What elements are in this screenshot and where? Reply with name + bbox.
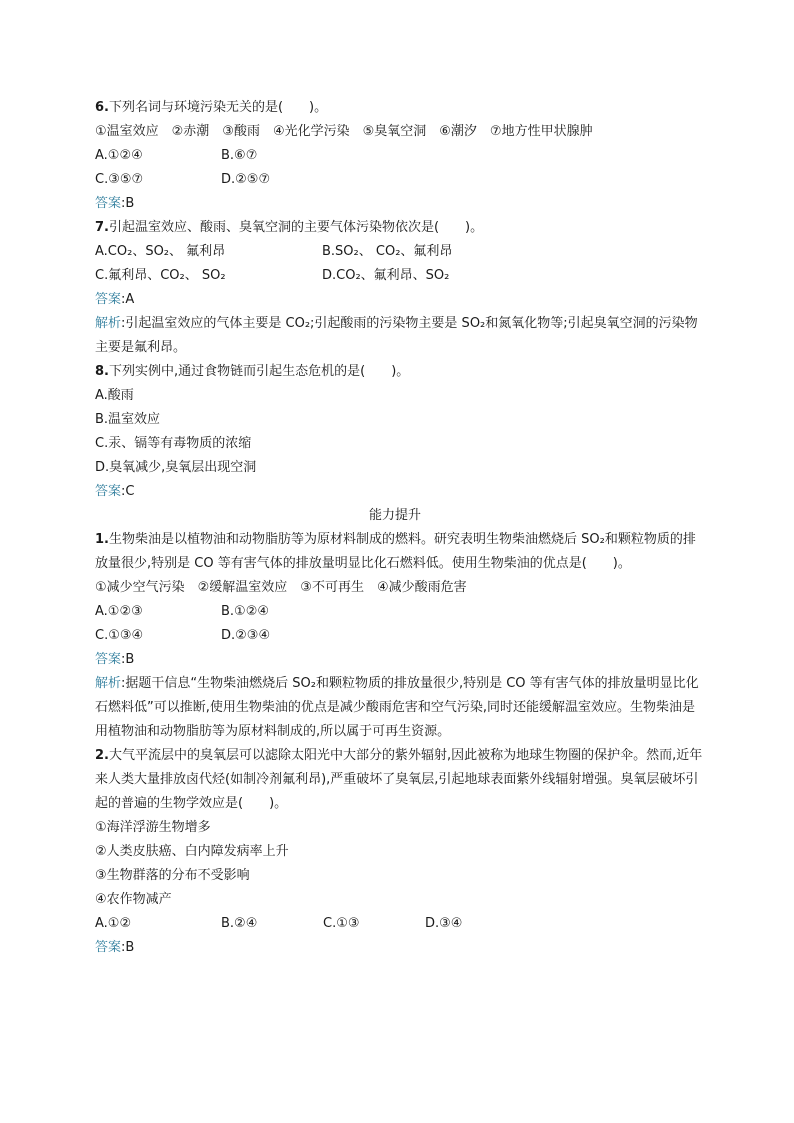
question-stem: 引起温室效应、酸雨、臭氧空洞的主要气体污染物依次是( )。	[108, 220, 484, 235]
question-items: ①温室效应 ②赤潮 ③酸雨 ④光化学污染 ⑤臭氧空洞 ⑥潮汐 ⑦地方性甲状腺肿	[95, 124, 593, 139]
analysis-label: 解析	[95, 316, 122, 331]
option-a: A.①②④	[95, 148, 143, 163]
options-row	[95, 912, 705, 936]
options-row	[95, 600, 705, 624]
question-p1	[95, 528, 705, 576]
analysis-label: 解析	[95, 676, 122, 691]
question-p2	[95, 744, 705, 816]
question-number: 8.	[95, 364, 109, 379]
question-stem: 生物柴油是以植物油和动物脂肪等为原材料制成的燃料。研究表明生物柴油燃烧后 SO₂和颗粒物质的排放量很少,特别是 CO 等有害气体的排放量明显比化石燃料低。使用生物柴油的优点是( )。	[95, 532, 696, 571]
option-b: B.SO₂、 CO₂、氟利昂	[322, 244, 453, 259]
answer-value: :C	[121, 484, 135, 499]
answer	[95, 192, 705, 216]
question-item: ④农作物减产	[95, 892, 172, 907]
options-row	[95, 144, 705, 168]
answer-value: :B	[121, 940, 135, 955]
answer-value: :B	[121, 652, 135, 667]
option-d: D.CO₂、氟利昂、SO₂	[322, 268, 450, 283]
options-row	[95, 240, 705, 264]
question-stem: 下列名词与环境污染无关的是( )。	[108, 100, 328, 115]
question-number: 2.	[95, 748, 109, 763]
answer	[95, 936, 705, 960]
option-d: D.③④	[425, 916, 463, 931]
question-stem: 下列实例中,通过食物链而引起生态危机的是( )。	[108, 364, 410, 379]
answer-label: 答案	[95, 292, 122, 307]
document-page	[95, 96, 705, 960]
question-8	[95, 360, 705, 384]
answer	[95, 480, 705, 504]
answer-value: :A	[121, 292, 135, 307]
answer-label: 答案	[95, 940, 122, 955]
option-c: C.①③④	[95, 628, 144, 643]
question-item: ①海洋浮游生物增多	[95, 820, 211, 835]
options-row	[95, 168, 705, 192]
question-number: 6.	[95, 100, 109, 115]
option-a: A.CO₂、SO₂、 氟利昂	[95, 244, 226, 259]
question-number: 7.	[95, 220, 109, 235]
section-title: 能力提升	[368, 508, 421, 523]
question-item: ②人类皮肤癌、白内障发病率上升	[95, 844, 289, 859]
option-a: A.①②③	[95, 604, 143, 619]
option-c: C.氟利昂、CO₂、 SO₂	[95, 268, 226, 283]
options-row	[95, 264, 705, 288]
option-d: D.臭氧减少,臭氧层出现空洞	[95, 460, 257, 475]
answer-value: :B	[121, 196, 135, 211]
analysis	[95, 312, 705, 360]
option-c: C.①③	[323, 916, 360, 931]
answer-label: 答案	[95, 196, 122, 211]
option-b: B.②④	[221, 916, 258, 931]
question-number: 1.	[95, 532, 109, 547]
answer-label: 答案	[95, 652, 122, 667]
question-7	[95, 216, 705, 240]
answer	[95, 648, 705, 672]
option-a: A.①②	[95, 916, 132, 931]
analysis-text: :据题干信息“生物柴油燃烧后 SO₂和颗粒物质的排放量很少,特别是 CO 等有害气体的排放量明显比化石燃料低”可以推断,使用生物柴油的优点是减少酸雨危害和空气污染,同时还能缓解温室效应。生物柴油是用植物油和动物脂肪等为原材料制成的,所以属于可再生资源。	[95, 676, 699, 739]
option-d: D.②⑤⑦	[221, 172, 271, 187]
answer-label: 答案	[95, 484, 122, 499]
options-row	[95, 624, 705, 648]
option-b: B.⑥⑦	[221, 148, 258, 163]
question-item: ③生物群落的分布不受影响	[95, 868, 250, 883]
answer	[95, 288, 705, 312]
analysis	[95, 672, 705, 744]
option-c: C.汞、镉等有毒物质的浓缩	[95, 436, 252, 451]
option-d: D.②③④	[221, 628, 271, 643]
question-items: ①减少空气污染 ②缓解温室效应 ③不可再生 ④减少酸雨危害	[95, 580, 467, 595]
question-stem: 大气平流层中的臭氧层可以滤除太阳光中大部分的紫外辐射,因此被称为地球生物圈的保护伞。然而,近年来人类大量排放卤代烃(如制冷剂氟利昂),严重破坏了臭氧层,引起地球表面紫外线辐射增强。臭氧层破坏引起的普遍的生物学效应是( )。	[95, 748, 703, 811]
option-a: A.酸雨	[95, 388, 134, 403]
option-c: C.③⑤⑦	[95, 172, 144, 187]
analysis-text: :引起温室效应的气体主要是 CO₂;引起酸雨的污染物主要是 SO₂和氮氧化物等;引起臭氧空洞的污染物主要是氟利昂。	[95, 316, 698, 355]
option-b: B.①②④	[221, 604, 270, 619]
option-b: B.温室效应	[95, 412, 161, 427]
question-6	[95, 96, 705, 120]
